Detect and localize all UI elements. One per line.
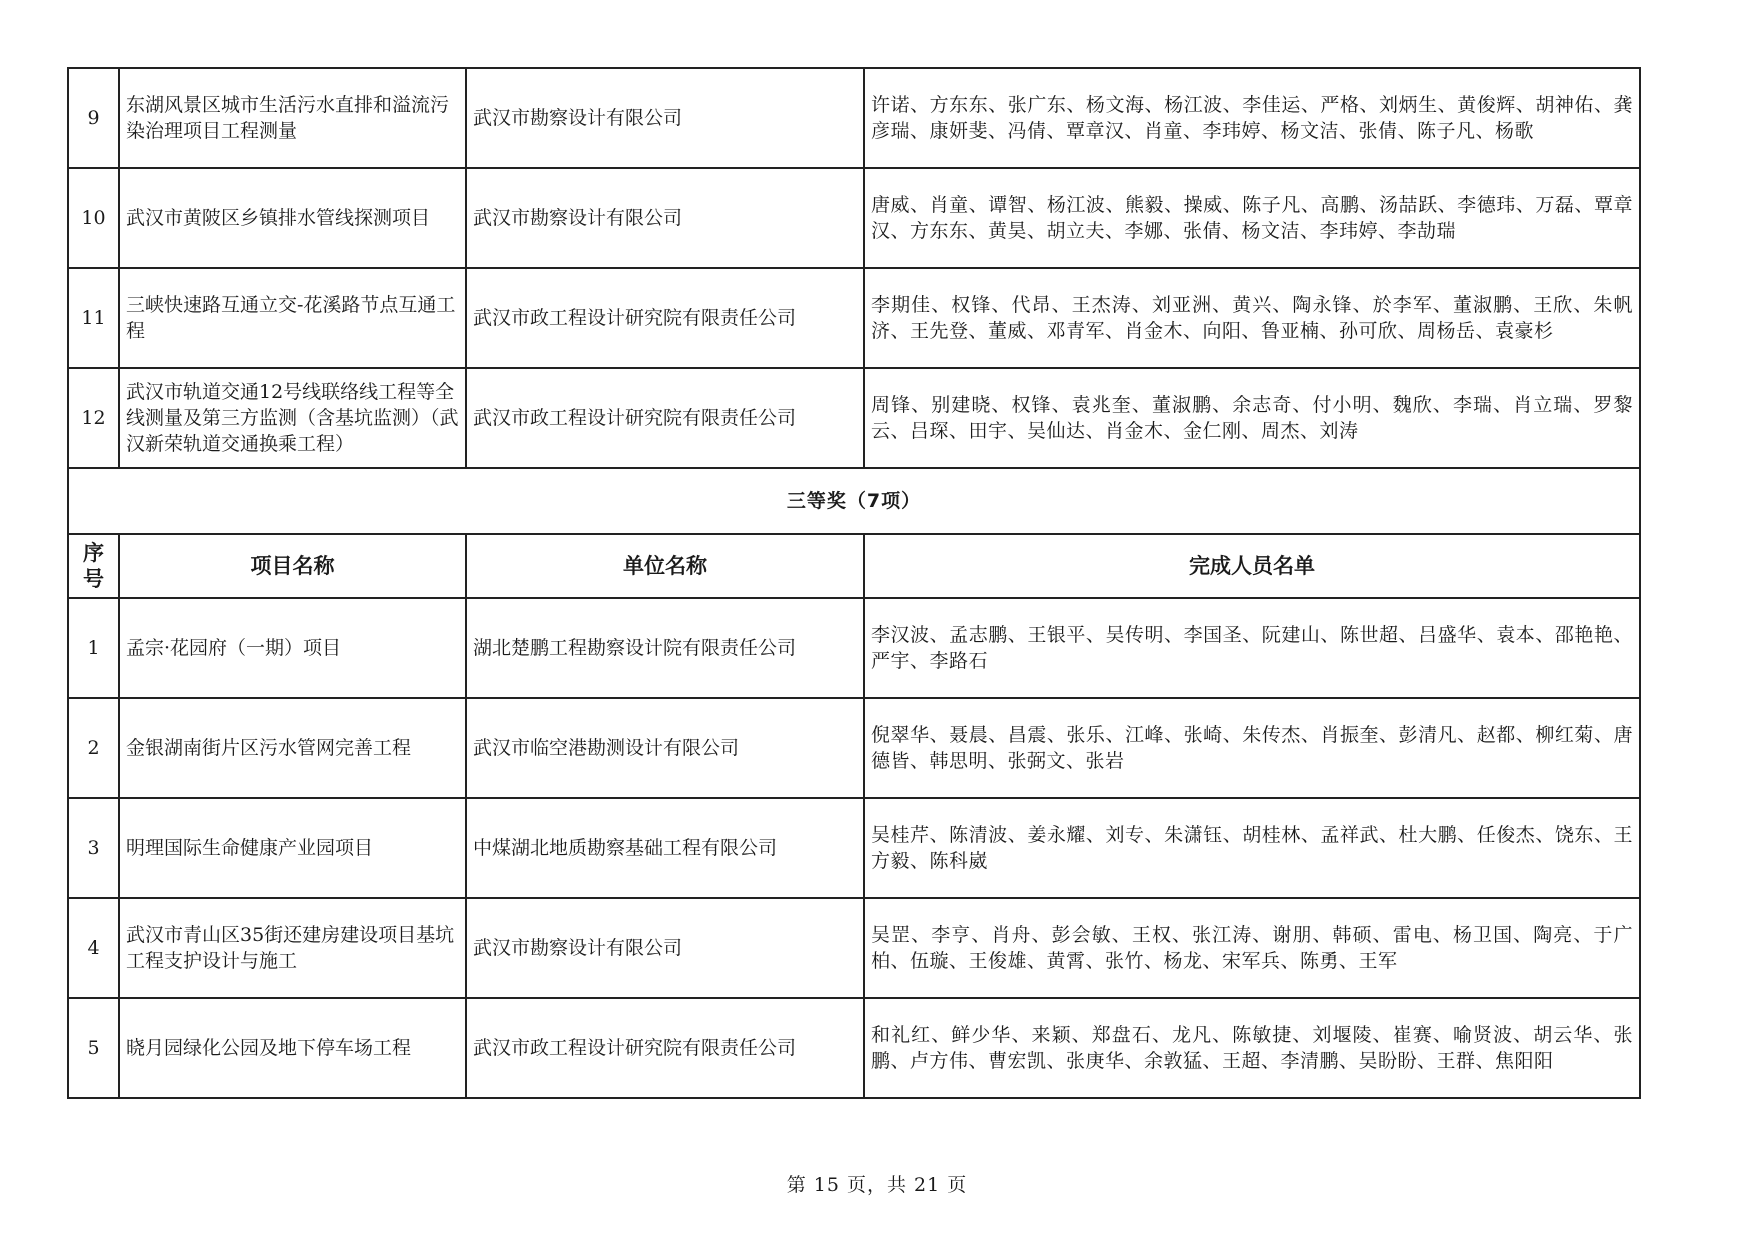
table-row — [68, 168, 1640, 268]
project-name: 孟宗·花园府（一期）项目 — [119, 598, 466, 698]
row-number: 2 — [68, 698, 119, 798]
unit-name: 武汉市勘察设计有限公司 — [466, 168, 864, 268]
header-number: 序号 — [68, 534, 119, 598]
section-row — [68, 468, 1640, 534]
project-name: 晓月园绿化公园及地下停车场工程 — [119, 998, 466, 1098]
unit-name: 武汉市勘察设计有限公司 — [466, 898, 864, 998]
project-name: 三峡快速路互通立交-花溪路节点互通工程 — [119, 268, 466, 368]
project-name: 东湖风景区城市生活污水直排和溢流污染治理项目工程测量 — [119, 68, 466, 168]
unit-name: 中煤湖北地质勘察基础工程有限公司 — [466, 798, 864, 898]
row-number: 1 — [68, 598, 119, 698]
header-project: 项目名称 — [119, 534, 466, 598]
row-number: 10 — [68, 168, 119, 268]
member-list: 李期佳、权锋、代昂、王杰涛、刘亚洲、黄兴、陶永锋、於李军、董淑鹏、王欣、朱帆济、王先登、董威、邓青军、肖金木、向阳、鲁亚楠、孙可欣、周杨岳、袁豪杉 — [864, 268, 1640, 368]
row-number: 12 — [68, 368, 119, 468]
member-list: 李汉波、孟志鹏、王银平、吴传明、李国圣、阮建山、陈世超、吕盛华、袁本、邵艳艳、严宇、李路石 — [864, 598, 1640, 698]
unit-name: 武汉市政工程设计研究院有限责任公司 — [466, 268, 864, 368]
member-list: 吴桂芹、陈清波、姜永耀、刘专、朱潇钰、胡桂林、孟祥武、杜大鹏、任俊杰、饶东、王方毅、陈科崴 — [864, 798, 1640, 898]
member-list: 倪翠华、聂晨、昌震、张乐、江峰、张崎、朱传杰、肖振奎、彭清凡、赵都、柳红菊、唐德皆、韩思明、张弼文、张岩 — [864, 698, 1640, 798]
member-list: 和礼红、鲜少华、来颖、郑盘石、龙凡、陈敏捷、刘堰陵、崔赛、喻贤波、胡云华、张鹏、卢方伟、曹宏凯、张庚华、余敦猛、王超、李清鹏、吴盼盼、王群、焦阳阳 — [864, 998, 1640, 1098]
member-list: 周锋、别建晓、权锋、袁兆奎、董淑鹏、余志奇、付小明、魏欣、李瑞、肖立瑞、罗黎云、吕琛、田宇、吴仙达、肖金木、金仁刚、周杰、刘涛 — [864, 368, 1640, 468]
member-list: 许诺、方东东、张广东、杨文海、杨江波、李佳运、严格、刘炳生、黄俊辉、胡神佑、龚彦瑞、康妍斐、冯倩、覃章汉、肖童、李玮婷、杨文洁、张倩、陈子凡、杨歌 — [864, 68, 1640, 168]
project-name: 明理国际生命健康产业园项目 — [119, 798, 466, 898]
row-number: 5 — [68, 998, 119, 1098]
member-list: 吴罡、李亨、肖舟、彭会敏、王权、张江涛、谢朋、韩硕、雷电、杨卫国、陶亮、于广柏、伍璇、王俊雄、黄霄、张竹、杨龙、宋军兵、陈勇、王军 — [864, 898, 1640, 998]
unit-name: 武汉市勘察设计有限公司 — [466, 68, 864, 168]
member-list: 唐威、肖童、谭智、杨江波、熊毅、操威、陈子凡、高鹏、汤喆跃、李德玮、万磊、覃章汉、方东东、黄昊、胡立夫、李娜、张倩、杨文洁、李玮婷、李劼瑞 — [864, 168, 1640, 268]
unit-name: 武汉市政工程设计研究院有限责任公司 — [466, 998, 864, 1098]
unit-name: 武汉市政工程设计研究院有限责任公司 — [466, 368, 864, 468]
award-table — [67, 67, 1641, 1099]
header-members: 完成人员名单 — [864, 534, 1640, 598]
project-name: 武汉市轨道交通12号线联络线工程等全线测量及第三方监测（含基坑监测）（武汉新荣轨道交通换乘工程） — [119, 368, 466, 468]
table-row — [68, 698, 1640, 798]
table-row — [68, 368, 1640, 468]
row-number: 9 — [68, 68, 119, 168]
table-row — [68, 798, 1640, 898]
unit-name: 湖北楚鹏工程勘察设计院有限责任公司 — [466, 598, 864, 698]
table-row — [68, 268, 1640, 368]
section-title: 三等奖（7项） — [68, 468, 1640, 534]
table-row — [68, 998, 1640, 1098]
project-name: 武汉市青山区35街还建房建设项目基坑工程支护设计与施工 — [119, 898, 466, 998]
table-row — [68, 898, 1640, 998]
row-number: 4 — [68, 898, 119, 998]
row-number: 3 — [68, 798, 119, 898]
project-name: 金银湖南街片区污水管网完善工程 — [119, 698, 466, 798]
table-row — [68, 68, 1640, 168]
row-number: 11 — [68, 268, 119, 368]
project-name: 武汉市黄陂区乡镇排水管线探测项目 — [119, 168, 466, 268]
header-row — [68, 534, 1640, 598]
unit-name: 武汉市临空港勘测设计有限公司 — [466, 698, 864, 798]
header-unit: 单位名称 — [466, 534, 864, 598]
table-row — [68, 598, 1640, 698]
page-footer: 第 15 页，共 21 页 — [786, 1174, 968, 1196]
